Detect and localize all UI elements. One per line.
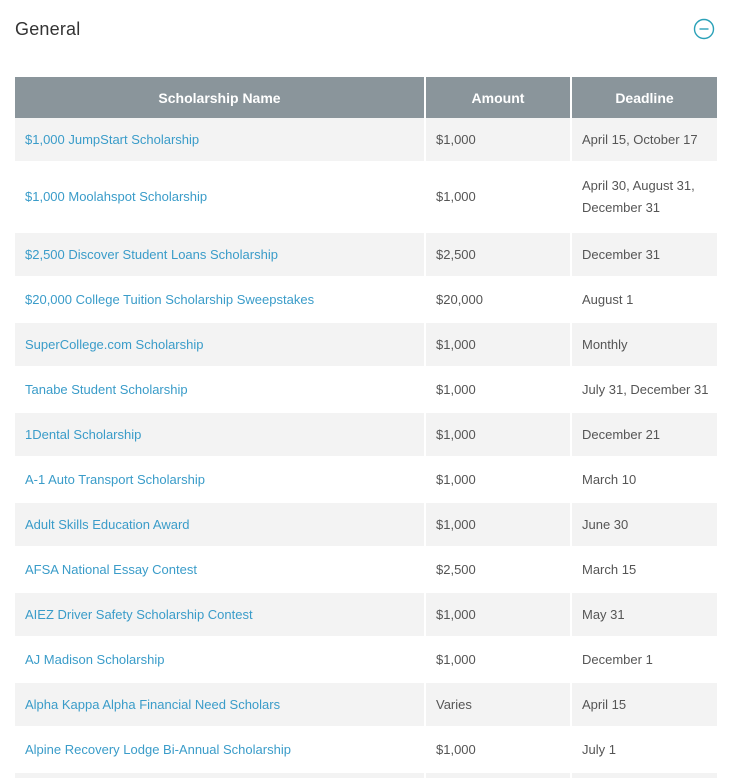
minus-circle-icon — [693, 18, 715, 40]
amount-cell: $1,000 — [426, 323, 570, 368]
amount-cell: Varies — [426, 683, 570, 728]
deadline-cell: June 30 — [572, 503, 717, 548]
scholarship-link[interactable]: $1,000 JumpStart Scholarship — [25, 131, 200, 147]
table-row — [15, 458, 717, 503]
scholarship-name-cell — [15, 728, 424, 773]
table-row — [15, 278, 717, 323]
scholarship-link[interactable]: $20,000 College Tuition Scholarship Sweepstakes — [25, 291, 315, 307]
scholarship-name-cell — [15, 773, 424, 778]
scholarship-name-cell — [15, 323, 424, 368]
amount-cell: $1,000 — [426, 638, 570, 683]
scholarship-link[interactable]: Tanabe Student Scholarship — [25, 381, 188, 397]
deadline-cell: March 10 — [572, 458, 717, 503]
deadline-cell: April 30, August 31, December 31 — [572, 163, 717, 233]
table-row — [15, 323, 717, 368]
scholarship-link[interactable]: Adult Skills Education Award — [25, 516, 190, 532]
deadline-cell: March 15 — [572, 548, 717, 593]
column-header-name: Scholarship Name — [15, 77, 424, 118]
amount-cell: $1,000 — [426, 503, 570, 548]
amount-cell: $1,000 — [426, 413, 570, 458]
table-row — [15, 728, 717, 773]
table-row — [15, 368, 717, 413]
column-header-deadline: Deadline — [572, 77, 717, 118]
table-row — [15, 593, 717, 638]
amount-cell: $1,000 — [426, 118, 570, 163]
amount-cell: $1,000 — [426, 458, 570, 503]
scholarship-name-cell — [15, 368, 424, 413]
scholarship-name-cell — [15, 638, 424, 683]
scholarship-link[interactable]: Alpha Kappa Alpha Financial Need Scholars — [25, 696, 281, 712]
table-row — [15, 683, 717, 728]
scholarship-link[interactable]: $1,000 Moolahspot Scholarship — [25, 189, 208, 204]
deadline-cell — [572, 773, 717, 778]
amount-cell: $2,500 — [426, 233, 570, 278]
amount-cell: $1,000 — [426, 728, 570, 773]
scholarship-link[interactable]: A-1 Auto Transport Scholarship — [25, 471, 205, 487]
scholarship-link[interactable]: AIEZ Driver Safety Scholarship Contest — [25, 606, 253, 622]
deadline-cell: December 31 — [572, 233, 717, 278]
scholarship-link[interactable]: $2,500 Discover Student Loans Scholarship — [25, 246, 278, 262]
table-row — [15, 118, 717, 163]
scholarship-name-cell — [15, 593, 424, 638]
table-row — [15, 638, 717, 683]
deadline-cell: April 15 — [572, 683, 717, 728]
scholarship-link[interactable]: AJ Madison Scholarship — [25, 651, 165, 667]
table-header-row — [15, 77, 717, 118]
scholarship-name-cell — [15, 413, 424, 458]
table-row — [15, 773, 717, 778]
amount-cell: $1,000 — [426, 163, 570, 233]
deadline-cell: December 21 — [572, 413, 717, 458]
table-row — [15, 548, 717, 593]
table-row — [15, 503, 717, 548]
scholarship-name-cell — [15, 458, 424, 503]
scholarship-name-cell — [15, 683, 424, 728]
scholarship-name-cell — [15, 278, 424, 323]
amount-cell: $20,000 — [426, 278, 570, 323]
section-header[interactable] — [0, 0, 751, 62]
scholarship-link[interactable]: Alpine Recovery Lodge Bi-Annual Scholarship — [25, 741, 291, 757]
deadline-cell: December 1 — [572, 638, 717, 683]
deadline-cell: July 31, December 31 — [572, 368, 717, 413]
deadline-cell: Monthly — [572, 323, 717, 368]
deadline-cell: July 1 — [572, 728, 717, 773]
scholarship-link[interactable]: 1Dental Scholarship — [25, 426, 142, 442]
deadline-cell: April 15, October 17 — [572, 118, 717, 163]
scholarship-link[interactable]: SuperCollege.com Scholarship — [25, 336, 204, 352]
scholarship-table — [13, 77, 719, 778]
scholarship-name-cell — [15, 118, 424, 163]
collapse-button[interactable] — [693, 18, 715, 40]
amount-cell: $2,500 — [426, 548, 570, 593]
amount-cell: $1,000 — [426, 368, 570, 413]
scholarship-name-cell — [15, 503, 424, 548]
table-row — [15, 233, 717, 278]
scholarship-name-cell — [15, 548, 424, 593]
amount-cell — [426, 773, 570, 778]
table-row — [15, 163, 717, 233]
section-title: General — [15, 19, 81, 39]
column-header-amount: Amount — [426, 77, 570, 118]
deadline-cell: May 31 — [572, 593, 717, 638]
scholarship-name-cell — [15, 163, 424, 233]
amount-cell: $1,000 — [426, 593, 570, 638]
table-row — [15, 413, 717, 458]
scholarship-link[interactable]: AFSA National Essay Contest — [25, 561, 197, 577]
deadline-cell: August 1 — [572, 278, 717, 323]
scholarship-name-cell — [15, 233, 424, 278]
